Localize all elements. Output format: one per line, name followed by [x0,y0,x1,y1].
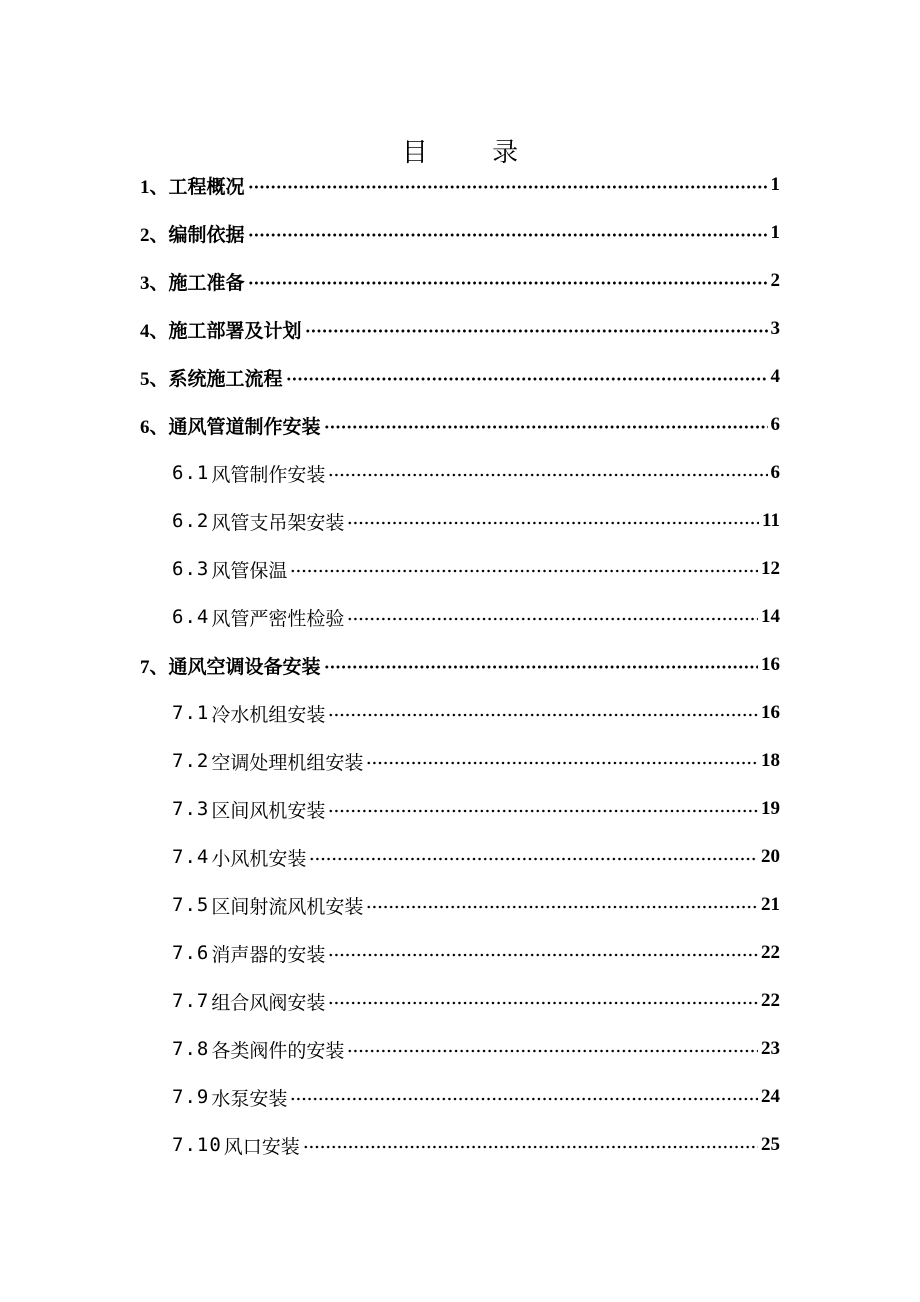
toc-entry-title: 空调处理机组安装 [211,751,364,774]
toc-entry-title: 工程概况 [168,175,245,198]
toc-entry-number: 6、 [140,416,169,438]
toc-entry-number: 7.9 [172,1086,210,1108]
toc-subentry[interactable] [172,1080,780,1114]
toc-entry-title: 施工准备 [168,271,245,294]
toc-entry[interactable] [140,168,780,202]
toc-entry-page: 1 [770,222,780,243]
toc-entry-page: 25 [761,1134,780,1155]
toc-entry-title: 消声器的安装 [211,943,326,966]
toc-entry-title: 各类阀件的安装 [211,1039,345,1062]
toc-entry[interactable] [140,648,780,682]
dot-leader [324,423,768,431]
toc-entry-page: 18 [761,750,780,771]
toc-subentry[interactable] [172,600,780,634]
toc-entry-page: 16 [761,702,780,723]
dot-leader [366,903,758,911]
dot-leader [366,759,758,767]
toc-entry-title: 小风机安装 [211,847,307,870]
toc-subentry[interactable] [172,1128,780,1162]
toc-entry-title: 风管制作安装 [211,463,326,486]
toc-entry-page: 6 [770,414,780,435]
dot-leader [328,951,758,959]
dot-leader [290,1095,758,1103]
toc-subentry[interactable] [172,792,780,826]
toc-entry-number: 7.4 [172,846,210,868]
toc-entry-page: 20 [761,846,780,867]
dot-leader [309,855,758,863]
toc-subentry[interactable] [172,504,780,538]
toc-entry-title: 区间射流风机安装 [211,895,364,918]
dot-leader [303,1143,758,1151]
toc-entry-title: 冷水机组安装 [211,703,326,726]
toc-subentry[interactable] [172,1032,780,1066]
toc-entry-page: 12 [761,558,780,579]
dot-leader [248,231,768,239]
dot-leader [248,183,768,191]
page-title: 目 录 [401,138,547,169]
toc-entry-title: 通风空调设备安装 [168,655,321,678]
toc-subentry[interactable] [172,696,780,730]
toc-subentry[interactable] [172,888,780,922]
toc-entry-number: 7.7 [172,990,210,1012]
toc-subentry[interactable] [172,840,780,874]
toc-entry-title: 风管保温 [211,559,288,582]
toc-entry-number: 6.2 [172,510,210,532]
toc-entry-title: 区间风机安装 [211,799,326,822]
toc-entry-page: 22 [761,990,780,1011]
toc-entry-number: 7.1 [172,702,210,724]
toc-entry-number: 5、 [140,368,169,390]
toc-entry-number: 1、 [140,176,169,198]
toc-entry-number: 7.2 [172,750,210,772]
toc-entry-title: 编制依据 [168,223,245,246]
toc-entry-title: 水泵安装 [211,1087,288,1110]
toc-entry-number: 7.8 [172,1038,210,1060]
toc-entry-number: 6.1 [172,462,210,484]
dot-leader [328,999,758,1007]
dot-leader [347,1047,758,1055]
toc-entry-page: 19 [761,798,780,819]
toc-entry[interactable] [140,360,780,394]
toc-entry-page: 14 [761,606,780,627]
dot-leader [290,567,758,575]
toc-entry-number: 7.6 [172,942,210,964]
toc-entry-title: 组合风阀安装 [211,991,326,1014]
toc-subentry[interactable] [172,936,780,970]
dot-leader [347,615,758,623]
toc-subentry[interactable] [172,552,780,586]
dot-leader [286,375,768,383]
toc-entry-page: 2 [770,270,780,291]
toc-entry-page: 3 [770,318,780,339]
toc-entry-page: 24 [761,1086,780,1107]
toc-subentry[interactable] [172,984,780,1018]
toc-entry[interactable] [140,312,780,346]
dot-leader [328,471,767,479]
toc-entry-number: 7、 [140,656,169,678]
toc-entry-page: 22 [761,942,780,963]
dot-leader [248,279,768,287]
toc-entry-number: 7.10 [172,1134,222,1156]
toc-entry-number: 2、 [140,224,169,246]
dot-leader [305,327,768,335]
dot-leader [324,663,758,671]
toc-entry-title: 施工部署及计划 [168,319,302,342]
toc-entry-page: 16 [761,654,780,675]
toc-entry-number: 6.4 [172,606,210,628]
toc-entry-title: 通风管道制作安装 [168,415,321,438]
dot-leader [347,519,759,527]
toc-entry-title: 风口安装 [223,1135,300,1158]
toc-entry-title: 风管支吊架安装 [211,511,345,534]
toc-entry-page: 1 [770,174,780,195]
toc-entry[interactable] [140,216,780,250]
toc-entry[interactable] [140,264,780,298]
toc-entry-number: 7.5 [172,894,210,916]
toc-entry-number: 6.3 [172,558,210,580]
dot-leader [328,711,758,719]
toc-entry-page: 4 [770,366,780,387]
toc-entry-page: 21 [761,894,780,915]
toc-subentry[interactable] [172,456,780,490]
toc-entry-number: 3、 [140,272,169,294]
toc-entry-title: 风管严密性检验 [211,607,345,630]
toc-entry[interactable] [140,408,780,442]
toc-entry-number: 7.3 [172,798,210,820]
toc-entry-page: 6 [770,462,780,483]
toc-entry-title: 系统施工流程 [168,367,283,390]
dot-leader [328,807,758,815]
toc-subentry[interactable] [172,744,780,778]
toc-entry-number: 4、 [140,320,169,342]
toc-entry-page: 11 [762,510,780,531]
toc-entry-page: 23 [761,1038,780,1059]
